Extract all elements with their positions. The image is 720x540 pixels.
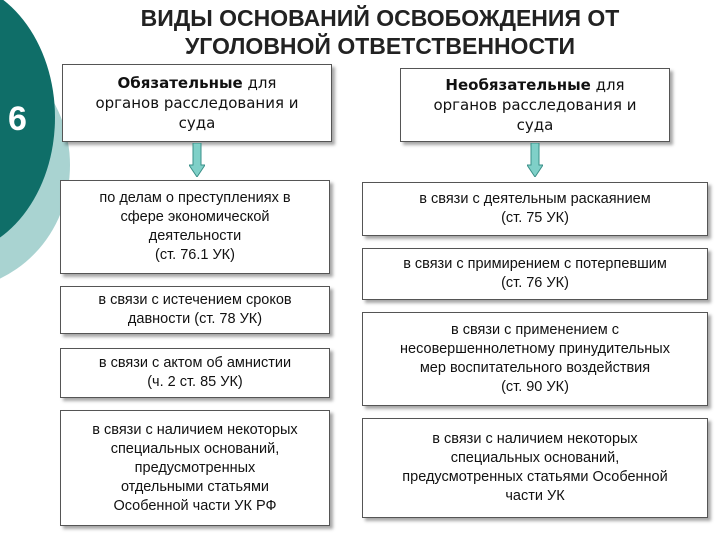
left-item-4-line-5: Особенной части УК РФ [113,497,277,514]
right-item-4-line-3: предусмотренных статьями Особенной [402,469,668,485]
left-item-4-line-4: отдельными статьями [120,478,270,495]
right-header-text-2: органов расследования и [433,96,637,114]
right-item-1-line-2: (ст. 75 УК) [501,210,569,226]
right-item-4-line-2: специальных оснований, [450,450,620,466]
left-item-4-line-2: специальных оснований, [110,440,280,457]
right-header-text-1: для [590,76,625,94]
right-header-bold: Необязательные [445,76,591,94]
right-down-arrow-icon [527,143,543,177]
right-item-minors [362,312,708,406]
right-item-3-line-4: (ст. 90 УК) [501,379,569,395]
left-item-2-line-1: в связи с истечением сроков [98,292,292,308]
left-item-limitation [60,286,330,334]
left-header-text-1: для [242,74,277,92]
right-item-1-line-1: в связи с деятельным раскаянием [419,191,651,207]
right-item-4-line-1: в связи с наличием некоторых [432,431,638,447]
left-item-1-line-2: сфере экономической [120,209,270,225]
left-header-text-2: органов расследования и [95,94,299,112]
left-header-text-3: суда [178,114,216,132]
left-item-2-line-2: давности (ст. 78 УК) [127,311,263,327]
right-item-2-line-1: в связи с примирением с потерпевшим [403,256,667,272]
slide-title [60,4,700,60]
left-item-1-line-1: по делам о преступлениях в [99,190,291,206]
slide-number: 6 [8,100,27,138]
right-item-3-line-1: в связи с применением с [451,322,619,338]
left-item-economic [60,180,330,274]
right-item-4-line-4: части УК [505,488,565,504]
right-item-3-line-3: мер воспитательного воздействия [419,360,651,376]
title-line-1: ВИДЫ ОСНОВАНИЙ ОСВОБОЖДЕНИЯ ОТ [140,5,620,31]
title-line-2: УГОЛОВНОЙ ОТВЕТСТВЕННОСТИ [184,33,576,59]
left-down-arrow-icon [189,143,205,177]
right-item-3-line-2: несовершеннолетному принудительных [400,341,670,357]
right-item-special-grounds [362,418,708,518]
right-header-box [400,68,670,142]
left-item-4-line-3: предусмотренных [134,459,256,476]
left-item-3-line-2: (ч. 2 ст. 85 УК) [147,374,243,390]
right-item-reconciliation [362,248,708,300]
left-header-bold: Обязательные [117,74,243,92]
left-item-amnesty [60,348,330,398]
right-item-2-line-2: (ст. 76 УК) [501,275,569,291]
left-item-1-line-3: деятельности [148,228,242,244]
left-item-4-line-1: в связи с наличием некоторых [92,421,298,438]
left-item-1-line-4: (ст. 76.1 УК) [155,247,235,263]
left-item-3-line-1: в связи с актом об амнистии [98,355,292,371]
left-header-box [62,64,332,142]
right-header-text-3: суда [516,116,554,134]
left-item-special-grounds [60,410,330,526]
right-item-repentance [362,182,708,236]
